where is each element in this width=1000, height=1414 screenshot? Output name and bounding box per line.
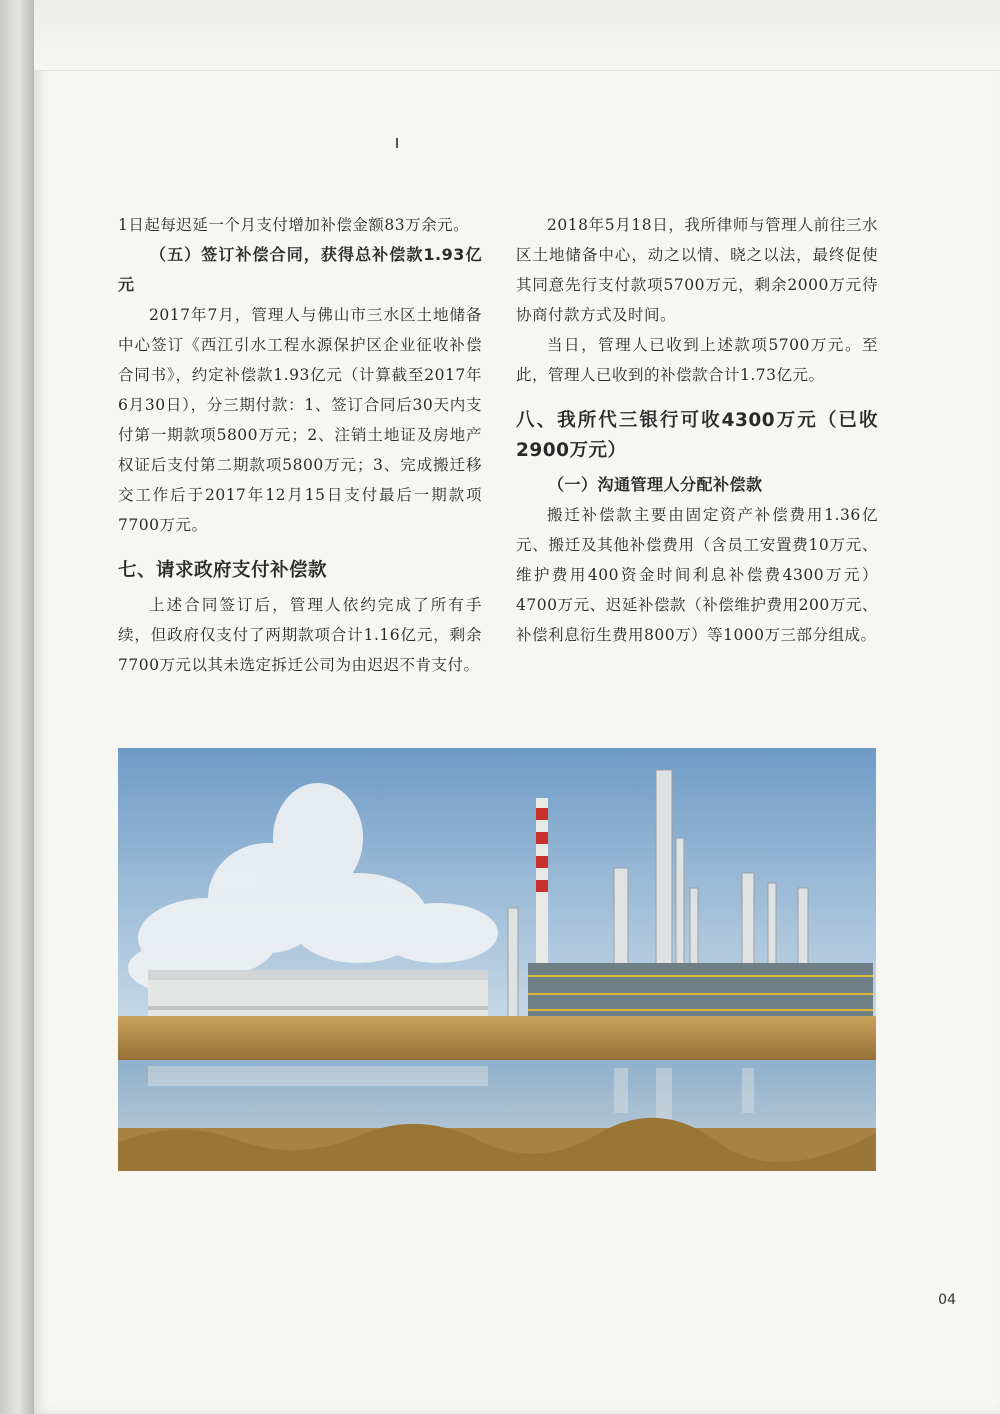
paragraph-may-18: 2018年5月18日，我所律师与管理人前往三水区土地储备中心，动之以情、晓之以法，最终促使其同意先行支付款项5700万元，剩余2000万元待协商付款方式及时间。 [516, 216, 878, 324]
industrial-plant-photo [118, 748, 876, 1171]
page-number: 04 [938, 1292, 956, 1308]
subheading-one: （一）沟通管理人分配补偿款 [548, 475, 763, 494]
section-heading-eight: 八、我所代三银行可收4300万元（已收2900万元） [516, 410, 878, 461]
book-spine [0, 0, 34, 1414]
print-mark [396, 138, 398, 148]
plant-illustration [118, 748, 876, 1171]
paragraph-relocation-compensation: 搬迁补偿款主要由固定资产补偿费用1.36亿元、搬迁及其他补偿费用（含员工安置费10万元、维护费用400资金时间利息补偿费4300万元）4700万元、迟延补偿款（补偿维护费用200万元、补偿利息衍生费用800万）等1000万三部分组成。 [516, 506, 878, 644]
right-column [516, 210, 878, 650]
reed-bank [118, 1016, 876, 1066]
paragraph-contract: 2017年7月，管理人与佛山市三水区土地储备中心签订《西江引水工程水源保护区企业征收补偿合同书》，约定补偿款1.93亿元（计算截至2017年6月30日），分三期付款：1、签订合同后30天内支付第一期款项5800万元；2、注销土地证及房地产权证后支付第二期款项5800万元；3、完成搬迁移交工作后于2017年12月15日支付最后一期款项7700万元。 [118, 306, 482, 534]
section-heading-seven: 七、请求政府支付补偿款 [118, 560, 328, 581]
paragraph-same-day: 当日，管理人已收到上述款项5700万元。至此，管理人已收到的补偿款合计1.73亿元。 [516, 336, 878, 384]
subheading-five: （五）签订补偿合同，获得总补偿款1.93亿元 [118, 245, 482, 294]
left-column [118, 210, 482, 680]
page-top-edge [34, 0, 1000, 71]
paragraph-continuation: 1日起每迟延一个月支付增加补偿金额83万余元。 [118, 216, 470, 234]
paragraph-section-seven: 上述合同签订后，管理人依约完成了所有手续，但政府仅支付了两期款项合计1.16亿元，剩余7700万元以其未选定拆迁公司为由迟迟不肯支付。 [118, 596, 482, 674]
